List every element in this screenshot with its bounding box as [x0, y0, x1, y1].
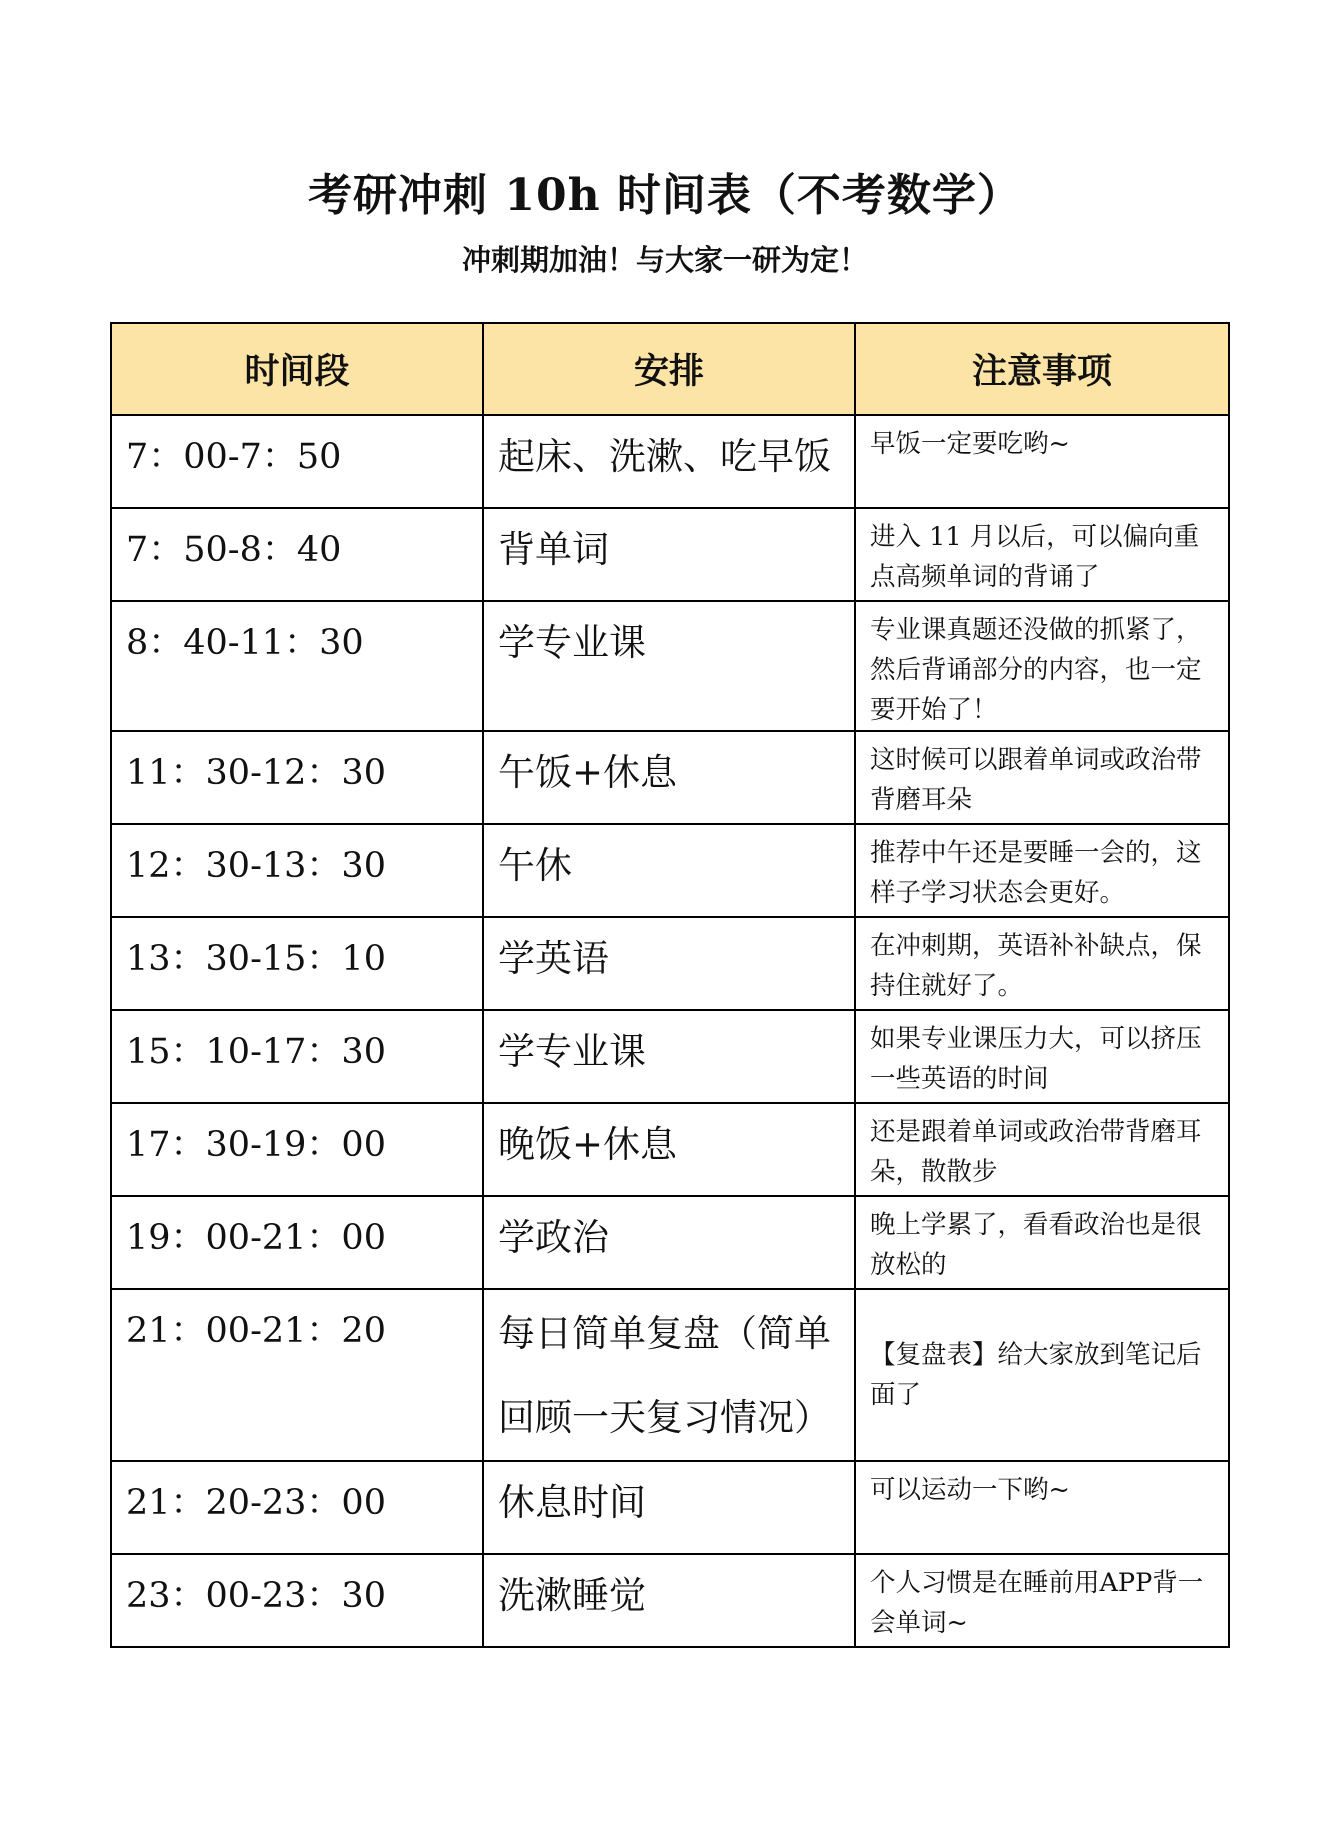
table-row — [111, 917, 1229, 1010]
table-row — [111, 731, 1229, 824]
plan-cell: 起床、洗漱、吃早饭 — [483, 415, 855, 508]
note-cell: 推荐中午还是要睡一会的，这样子学习状态会更好。 — [855, 824, 1229, 917]
time-cell: 17：30-19：00 — [111, 1103, 483, 1196]
note-cell: 如果专业课压力大，可以挤压一些英语的时间 — [855, 1010, 1229, 1103]
time-cell: 11：30-12：30 — [111, 731, 483, 824]
time-cell: 21：00-21：20 — [111, 1289, 483, 1461]
plan-cell: 学英语 — [483, 917, 855, 1010]
table-row — [111, 1461, 1229, 1554]
plan-cell: 午休 — [483, 824, 855, 917]
time-cell: 7：00-7：50 — [111, 415, 483, 508]
table-row — [111, 415, 1229, 508]
page-subtitle: 冲刺期加油！与大家一研为定！ — [461, 243, 868, 277]
plan-cell: 背单词 — [483, 508, 855, 601]
schedule-table — [110, 322, 1230, 1648]
table-row — [111, 1554, 1229, 1647]
note-cell: 进入 11 月以后，可以偏向重点高频单词的背诵了 — [855, 508, 1229, 601]
note-cell: 晚上学累了，看看政治也是很放松的 — [855, 1196, 1229, 1289]
note-cell: 专业课真题还没做的抓紧了，然后背诵部分的内容，也一定要开始了！ — [855, 601, 1229, 731]
note-cell: 这时候可以跟着单词或政治带背磨耳朵 — [855, 731, 1229, 824]
note-cell: 【复盘表】给大家放到笔记后面了 — [855, 1289, 1229, 1461]
note-cell: 早饭一定要吃哟~ — [855, 415, 1229, 508]
note-cell: 还是跟着单词或政治带背磨耳朵，散散步 — [855, 1103, 1229, 1196]
page-title: 考研冲刺 10h 时间表（不考数学） — [308, 170, 1022, 221]
plan-cell: 洗漱睡觉 — [483, 1554, 855, 1647]
plan-cell: 每日简单复盘（简单回顾一天复习情况） — [483, 1289, 855, 1461]
plan-cell: 午饭+休息 — [483, 731, 855, 824]
time-cell: 19：00-21：00 — [111, 1196, 483, 1289]
time-cell: 8：40-11：30 — [111, 601, 483, 731]
time-cell: 23：00-23：30 — [111, 1554, 483, 1647]
note-cell: 在冲刺期，英语补补缺点，保持住就好了。 — [855, 917, 1229, 1010]
time-cell: 21：20-23：00 — [111, 1461, 483, 1554]
table-row — [111, 824, 1229, 917]
table-row — [111, 1010, 1229, 1103]
table-row — [111, 1196, 1229, 1289]
plan-cell: 休息时间 — [483, 1461, 855, 1554]
note-cell: 个人习惯是在睡前用APP背一会单词~ — [855, 1554, 1229, 1647]
table-row — [111, 1103, 1229, 1196]
table-row — [111, 601, 1229, 731]
header-plan: 安排 — [483, 323, 855, 415]
table-row — [111, 1289, 1229, 1461]
plan-cell: 学专业课 — [483, 601, 855, 731]
time-cell: 15：10-17：30 — [111, 1010, 483, 1103]
note-cell: 可以运动一下哟~ — [855, 1461, 1229, 1554]
header-time: 时间段 — [111, 323, 483, 415]
time-cell: 13：30-15：10 — [111, 917, 483, 1010]
time-cell: 7：50-8：40 — [111, 508, 483, 601]
plan-cell: 学专业课 — [483, 1010, 855, 1103]
time-cell: 12：30-13：30 — [111, 824, 483, 917]
table-row — [111, 508, 1229, 601]
plan-cell: 学政治 — [483, 1196, 855, 1289]
plan-cell: 晚饭+休息 — [483, 1103, 855, 1196]
table-header-row — [111, 323, 1229, 415]
header-note: 注意事项 — [855, 323, 1229, 415]
